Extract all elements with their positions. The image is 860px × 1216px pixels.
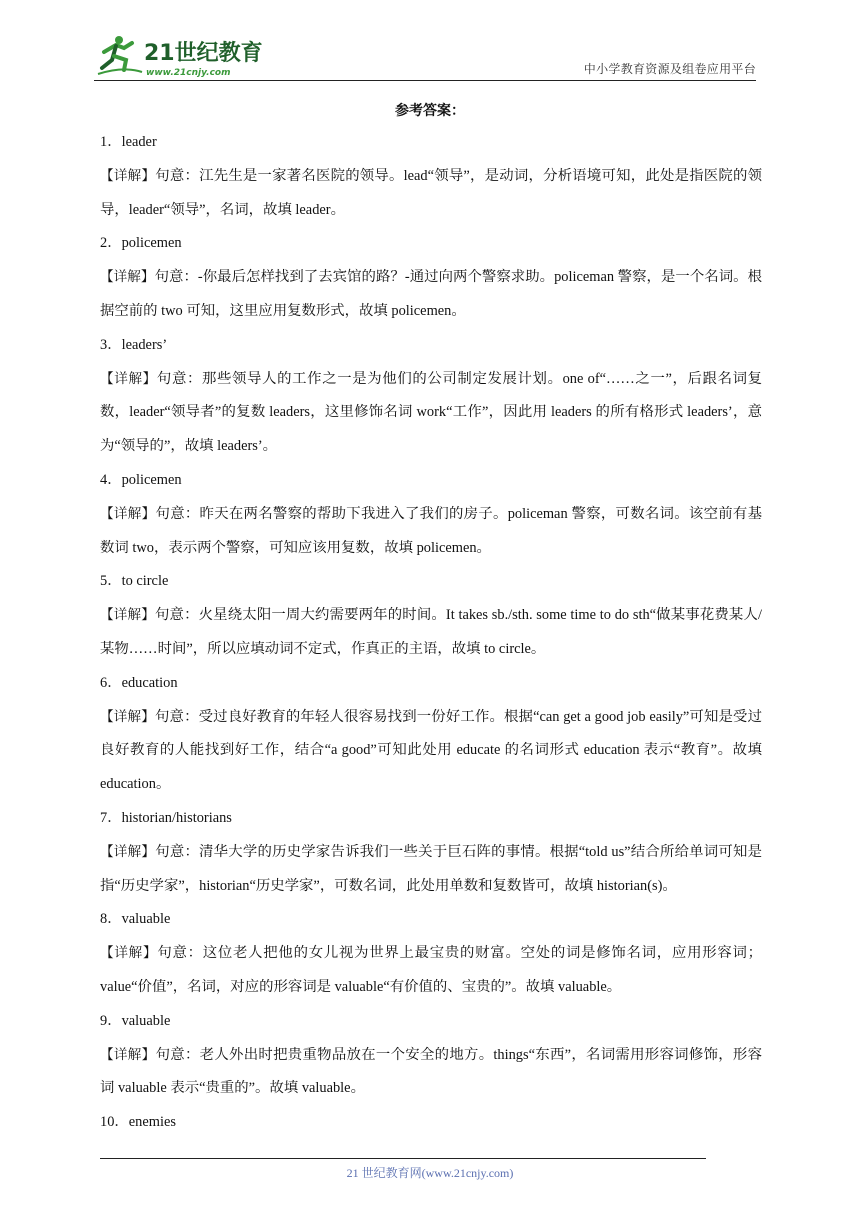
explanation-text: 句意：火星绕太阳一周大约需要两年的时间。It takes sb./sth. some time to do sth“做某事花费某人/某物……时间”，所以应填动词不定式，作真正的主语，故填 to circle。 xyxy=(100,607,763,657)
explanation-4 xyxy=(100,498,762,566)
explanation-text: 句意：清华大学的历史学家告诉我们一些关于巨石阵的事情。根据“told us”结合所给单词可知是指“历史学家”，historian“历史学家”，可数名词，此处用单数和复数皆可，故填 historian(s)。 xyxy=(100,843,762,894)
explain-tag: 【详解】 xyxy=(100,370,157,387)
explanation-9 xyxy=(100,1039,762,1107)
logo-url: www.21cnjy.com xyxy=(146,68,231,78)
page-header xyxy=(94,30,756,80)
explanation-text: 句意：-你最后怎样找到了去宾馆的路？-通过向两个警察求助。policeman 警察，是一个名词。根据空前的 two 可知，这里应用复数形式，故填 policemen。 xyxy=(100,269,763,319)
explanation-8 xyxy=(100,937,762,1005)
explain-tag: 【详解】 xyxy=(100,167,156,184)
footer-divider xyxy=(100,1158,706,1159)
explain-tag: 【详解】 xyxy=(100,945,158,962)
explanation-text: 句意：那些领导人的工作之一是为他们的公司制定发展计划。one of“……之一”，后跟名词复数，leader“领导者”的复数 leaders，这里修饰名词 work“工作”，因此用 leaders 的所有格形式 leaders’，意为“领导的”，故填 leaders’。 xyxy=(100,370,763,455)
answer-9: 9．valuable xyxy=(100,1012,171,1029)
explain-tag: 【详解】 xyxy=(100,269,155,286)
explain-tag: 【详解】 xyxy=(100,505,156,522)
answer-8: 8．valuable xyxy=(100,911,171,928)
explanation-6 xyxy=(100,701,762,802)
logo-text: 21世纪教育 xyxy=(144,41,263,66)
answer-1: 1．leader xyxy=(100,134,157,150)
explanation-5 xyxy=(100,599,762,667)
explanation-2 xyxy=(100,261,762,329)
page-title: 参考答案： xyxy=(395,103,465,119)
answer-6: 6．education xyxy=(100,674,178,691)
explanation-1 xyxy=(100,160,762,228)
explain-tag: 【详解】 xyxy=(100,708,155,725)
explain-tag: 【详解】 xyxy=(100,843,156,860)
explanation-3 xyxy=(100,363,762,464)
answer-7: 7．historian/historians xyxy=(100,809,232,826)
answer-10: 10．enemies xyxy=(100,1114,176,1131)
explanation-7 xyxy=(100,836,762,904)
explanation-text: 句意：这位老人把他的女儿视为世界上最宝贵的财富。空处的词是修饰名词，应用形容词；value“价值”，名词，对应的形容词是 valuable“有价值的、宝贵的”。故填 valuable。 xyxy=(100,945,762,995)
answer-4: 4．policemen xyxy=(100,471,182,488)
platform-name: 中小学教育资源及组卷应用平台 xyxy=(583,62,756,76)
answer-2: 2．policemen xyxy=(100,235,182,252)
header-divider xyxy=(94,80,756,81)
explain-tag: 【详解】 xyxy=(100,1046,156,1063)
explanation-text: 句意：江先生是一家著名医院的领导。lead“领导”，是动词，分析语境可知，此处是指医院的领导，leader“领导”，名词，故填 leader。 xyxy=(100,167,763,218)
footer-text: 21 世纪教育网(www.21cnjy.com) xyxy=(346,1166,514,1180)
explanation-text: 句意：老人外出时把贵重物品放在一个安全的地方。things“东西”，名词需用形容词修饰，形容词 valuable 表示“贵重的”。故填 valuable。 xyxy=(100,1046,763,1097)
runner-logo-icon xyxy=(98,36,142,74)
explanation-text: 句意：受过良好教育的年轻人很容易找到一份好工作。根据“can get a good job easily”可知是受过良好教育的人能找到好工作，结合“a good”可知此处用 educate 的名词形式 education 表示“教育”。故填 education。 xyxy=(100,708,762,793)
logo xyxy=(94,30,264,80)
answer-5: 5．to circle xyxy=(100,573,169,590)
explain-tag: 【详解】 xyxy=(100,607,155,624)
answer-3: 3．leaders’ xyxy=(100,336,168,353)
explanation-text: 句意：昨天在两名警察的帮助下我进入了我们的房子。policeman 警察，可数名词。该空前有基数词 two，表示两个警察，可知应该用复数，故填 policemen。 xyxy=(100,505,762,556)
answer-list xyxy=(100,126,762,1140)
